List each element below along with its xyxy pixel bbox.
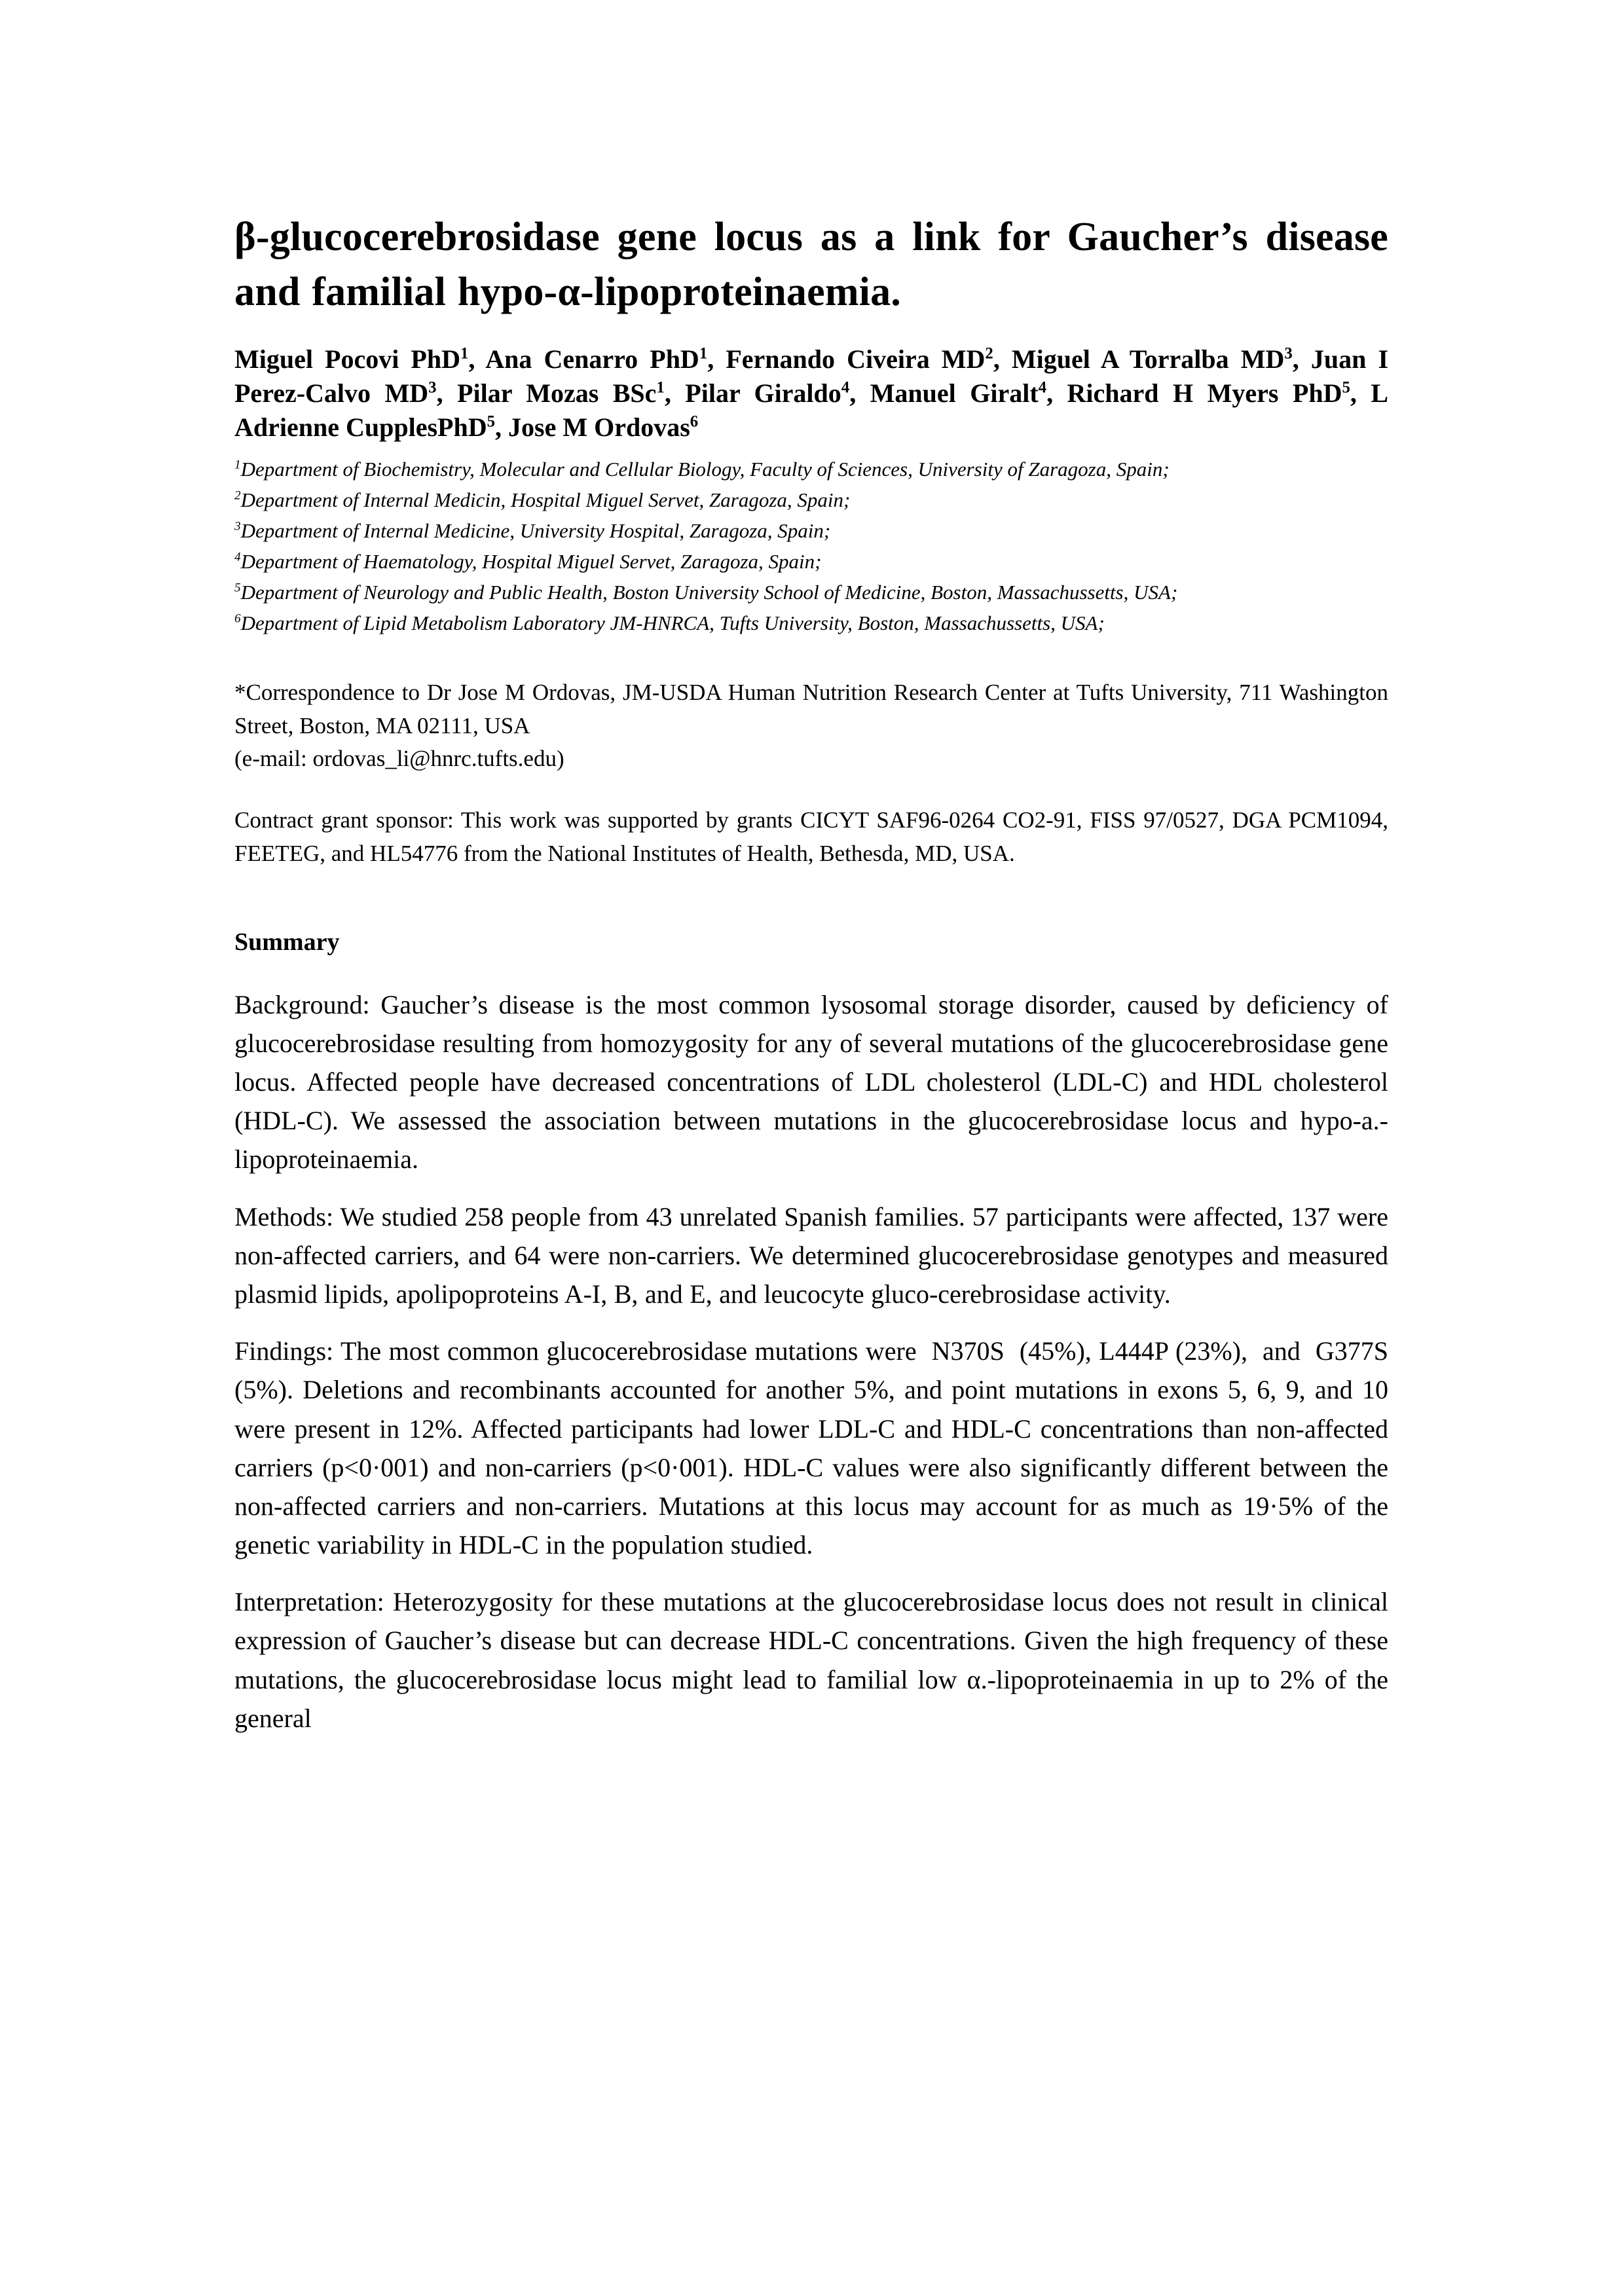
author-name: Richard H Myers PhD [1067,378,1342,408]
affiliation-item [234,515,1388,546]
affiliation-item [234,577,1388,608]
author-affil-marker: 2 [985,344,993,363]
author-name: Pilar Giraldo [685,378,841,408]
affiliation-text: Department of Internal Medicine, University Hospital, Zaragoza, Spain; [240,519,831,542]
affiliation-item [234,546,1388,577]
affiliation-text: Department of Biochemistry, Molecular and Cellular Biology, Faculty of Sciences, University of Zaragoza, Spain; [240,457,1170,481]
author-name: Juan I Perez-Calvo MD [234,344,1389,408]
summary-findings-paragraph: Findings: The most common glucocerebrosidase mutations were N370S (45%), L444P (23%), and G377S (5%). Deletions and recombinants accounted for another 5%, and point mutations in exons 5, 6, 9, and 10 were present in 12%. Affected participants had lower LDL-C and HDL-C concentrations than non-affected carriers (p<0·001) and non-carriers (p<0·001). HDL-C values were also significantly different between the non-affected carriers and non-carriers. Mutations at this locus may account for as much as 19·5% of the genetic variability in HDL-C in the population studied. [234,1336,1395,1560]
correspondence-email[interactable]: (e-mail: ordovas_li@hnrc.tufts.edu) [234,746,564,772]
author-entry: Manuel Giralt$^4$, [870,378,1067,408]
affiliation-item [234,484,1388,515]
summary-methods-paragraph: Methods: We studied 258 people from 43 unrelated Spanish families. 57 participants were affected, 137 were non-affected carriers, and 64 were non-carriers. We determined glucocerebrosidase genotypes and measured plasmid lipids, apolipoproteins A-I, B, and E, and leucocyte gluco-cerebrosidase activity. [234,1201,1388,1309]
affiliation-text: Department of Internal Medicin, Hospital Miguel Servet, Zaragoza, Spain; [240,488,851,511]
author-entry: Fernando Civeira $MD^2$, [726,344,1012,374]
author-name: Miguel A Torralba MD [1011,344,1285,374]
author-affil-marker: 5 [487,412,496,431]
author-entry: Richard H Myers PhD$^5$, [1067,378,1371,408]
author-affil-marker: 4 [1038,378,1047,397]
author-entry: Ana Cenarro PhD$^1$, [485,344,726,374]
affiliation-marker: 1 [234,458,241,472]
author-name: Pilar Mozas BSc [457,378,657,408]
author-name: Ana Cenarro PhD [485,344,699,374]
affiliation-text: Department of Neurology and Public Health, Boston University School of Medicine, Boston, Massachussetts, USA; [240,581,1178,604]
author-affil-marker: 5 [1342,378,1350,397]
affiliation-text: Department of Lipid Metabolism Laboratory JM-HNRCA, Tufts University, Boston, Massachussetts, USA; [240,611,1105,635]
affiliation-marker: 4 [234,550,241,564]
page-title: β-glucocerebrosidase gene locus as a link for Gaucher’s disease and familial hypo-α-lipoproteinaemia. [234,215,1388,315]
summary-background-paragraph: Background: Gaucher’s disease is the most common lysosomal storage disorder, caused by deficiency of glucocerebrosidase resulting from homozygosity for any of several mutations of the glucocerebrosidase gene locus. Affected people have decreased concentrations of LDL cholesterol (LDL-C) and HDL cholesterol (HDL-C). We assessed the association between mutations in the glucocerebrosidase locus and hypo-a.-lipoproteinaemia. [234,989,1388,1175]
grant-sponsor-note: Contract grant sponsor: This work was supported by grants CICYT SAF96-0264 CO2-91, FISS 97/0527, DGA PCM1094, FEETEG, and HL54776 from the National Institutes of Health, Bethesda, MD, USA. [234,807,1388,866]
summary-heading: Summary [234,928,340,957]
author-entry: Miguel Pocovi PhD$^1$, [234,344,486,374]
author-affil-marker: 1 [699,344,708,363]
author-name: Fernando Civeira MD [726,344,986,374]
author-affil-marker: 3 [1284,344,1293,363]
author-affil-marker: 1 [460,344,469,363]
author-entry: Juan I Perez-Calvo $MD^3$, [234,344,1389,408]
author-entry: L Adrienne CupplesPhD$^5$, [234,378,1389,442]
affiliation-marker: 5 [234,581,241,595]
author-entry: Pilar Mozas BSc$^1$, [457,378,686,408]
author-name: L Adrienne CupplesPhD [234,378,1389,442]
affiliation-text: Department of Haematology, Hospital Miguel Servet, Zaragoza, Spain; [240,549,822,573]
affiliation-marker: 6 [234,611,241,626]
correspondence-address: *Correspondence to Dr Jose M Ordovas, JM-USDA Human Nutrition Research Center at Tufts University, 711 Washington Street, Boston, MA 02111, USA [234,680,1388,738]
affiliation-item [234,454,1388,484]
author-affil-marker: 1 [656,378,665,397]
author-name: Manuel Giralt [870,378,1039,408]
author-entry: Miguel A Torralba $MD^3$, [1011,344,1311,374]
summary-interpretation-paragraph: Interpretation: Heterozygosity for these mutations at the glucocerebrosidase locus does not result in clinical expression of Gaucher’s disease but can decrease HDL-C concentrations. Given the high frequency of these mutations, the glucocerebrosidase locus might lead to familial low α.-lipoproteinaemia in up to 2% of the general [234,1587,1388,1733]
affiliation-marker: 2 [234,488,241,503]
author-entry: Pilar Giraldo$^4$, [685,378,870,408]
affiliation-marker: 3 [234,519,241,534]
author-entry [508,412,698,442]
author-affil-marker: 3 [428,378,437,397]
affiliation-item [234,608,1388,638]
author-list [234,342,1388,445]
author-affil-marker: 4 [841,378,850,397]
correspondence-block [234,676,1388,775]
author-name: Jose M Ordovas [508,412,690,442]
author-name: Miguel Pocovi PhD [234,344,461,374]
author-affil-marker: 6 [690,412,699,431]
affiliation-list [234,454,1388,639]
